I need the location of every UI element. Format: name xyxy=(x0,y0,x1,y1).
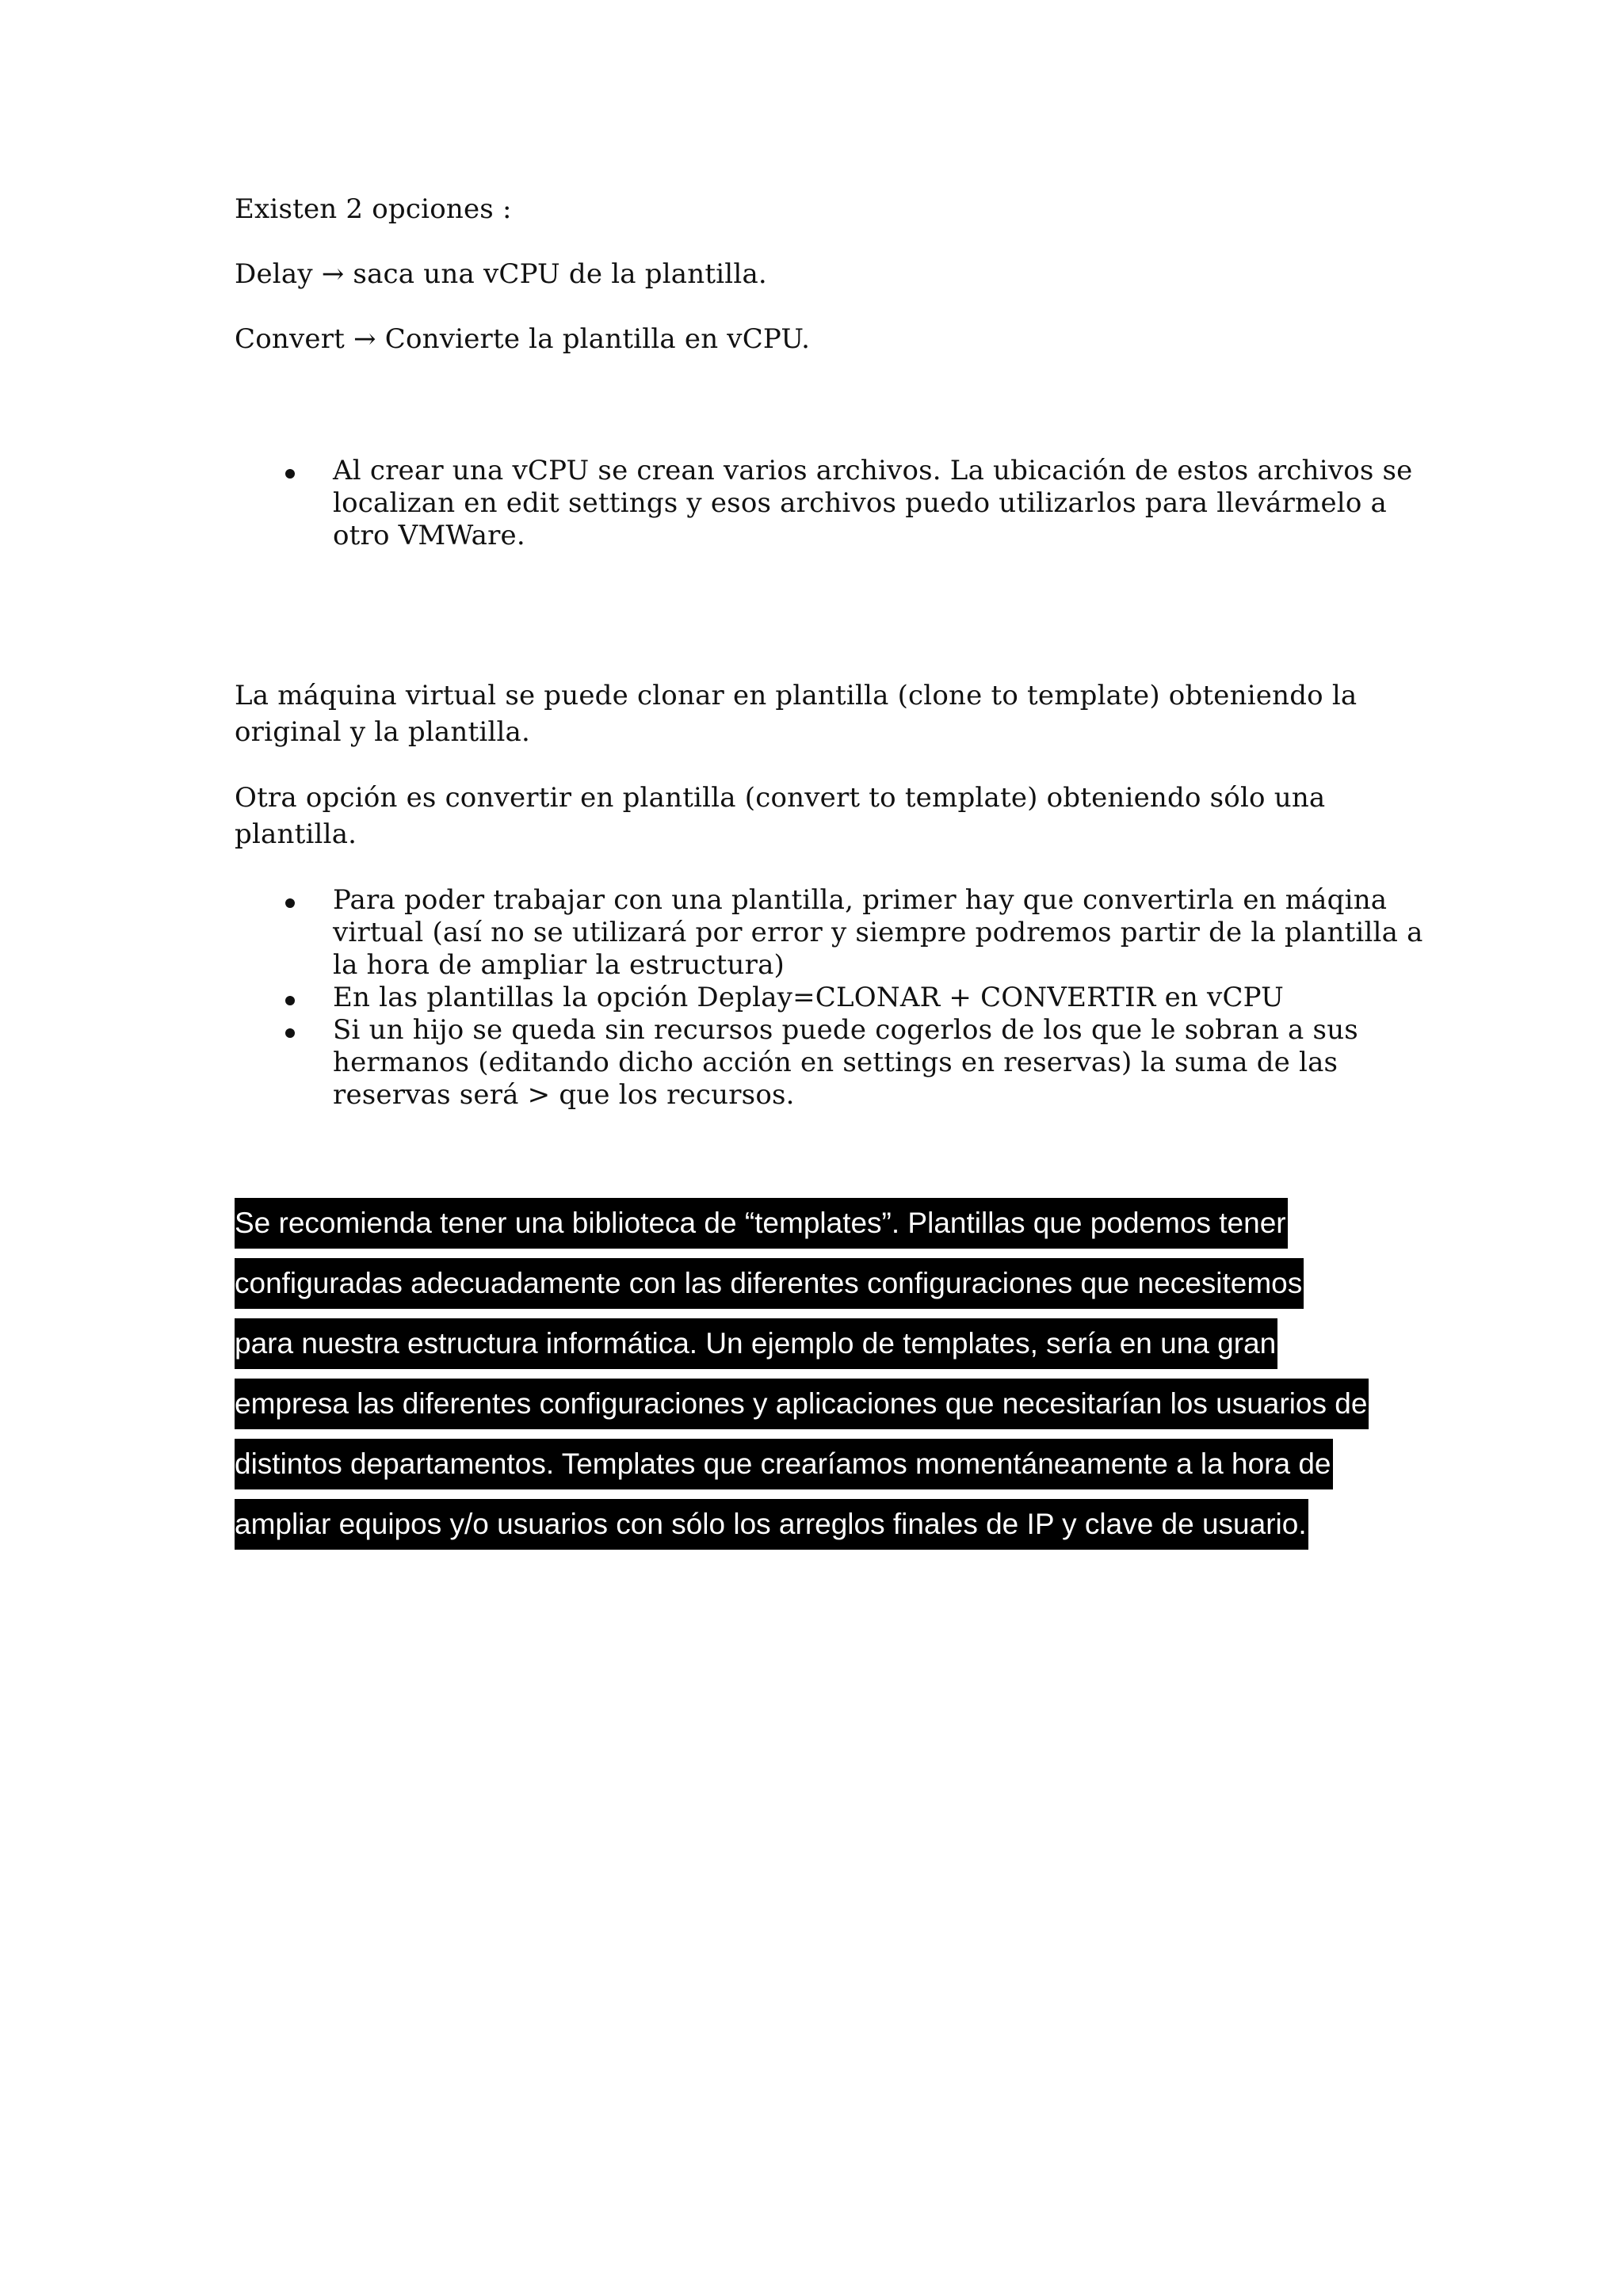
highlighted-line-6: ampliar equipos y/o usuarios con sólo los arreglos finales de IP y clave de usuario. xyxy=(235,1499,1308,1550)
bullet-2a-line-2: virtual (así no se utilizará por error y siempre podremos partir de la plantilla a xyxy=(333,917,1423,948)
bullet-2c-line-1: Si un hijo se queda sin recursos puede cogerlos de los que le sobran a sus xyxy=(333,1014,1358,1046)
bullet-icon xyxy=(285,898,295,908)
highlighted-line-2: configuradas adecuadamente con las diferentes configuraciones que necesitemos xyxy=(235,1258,1304,1309)
bullet-2b-line-1: En las plantillas la opción Deplay=CLONAR + CONVERTIR en vCPU xyxy=(333,982,1284,1013)
convert-paragraph-line-1: Otra opción es convertir en plantilla (convert to template) obteniendo sólo una xyxy=(235,782,1326,814)
bullet-icon xyxy=(285,1028,295,1038)
bullet-icon xyxy=(285,469,295,479)
highlighted-line-5: distintos departamentos. Templates que crearíamos momentáneamente a la hora de xyxy=(235,1439,1333,1489)
bullet-2c-line-2: hermanos (editando dicho acción en settings en reservas) la suma de las xyxy=(333,1047,1338,1078)
bullet-icon xyxy=(285,996,295,1005)
convert-line: Convert → Convierte la plantilla en vCPU. xyxy=(235,323,811,355)
clone-paragraph-line-2: original y la plantilla. xyxy=(235,716,531,748)
delay-line: Delay → saca una vCPU de la plantilla. xyxy=(235,258,767,290)
bullet-1-line-1: Al crear una vCPU se crean varios archivos. La ubicación de estos archivos se xyxy=(333,455,1413,486)
bullet-2a-line-1: Para poder trabajar con una plantilla, primer hay que convertirla en máqina xyxy=(333,884,1388,916)
bullet-1-line-3: otro VMWare. xyxy=(333,520,525,551)
bullet-2a-line-3: la hora de ampliar la estructura) xyxy=(333,949,785,981)
options-heading: Existen 2 opciones : xyxy=(235,193,512,225)
bullet-1-line-2: localizan en edit settings y esos archivos puedo utilizarlos para llevármelo a xyxy=(333,487,1388,519)
highlighted-line-3: para nuestra estructura informática. Un ejemplo de templates, sería en una gran xyxy=(235,1318,1277,1369)
highlighted-line-1: Se recomienda tener una biblioteca de “templates”. Plantillas que podemos tener xyxy=(235,1198,1288,1249)
bullet-2c-line-3: reservas será > que los recursos. xyxy=(333,1079,795,1111)
clone-paragraph-line-1: La máquina virtual se puede clonar en plantilla (clone to template) obteniendo la xyxy=(235,680,1358,711)
convert-paragraph-line-2: plantilla. xyxy=(235,818,357,850)
highlighted-line-4: empresa las diferentes configuraciones y aplicaciones que necesitarían los usuarios de xyxy=(235,1379,1369,1429)
